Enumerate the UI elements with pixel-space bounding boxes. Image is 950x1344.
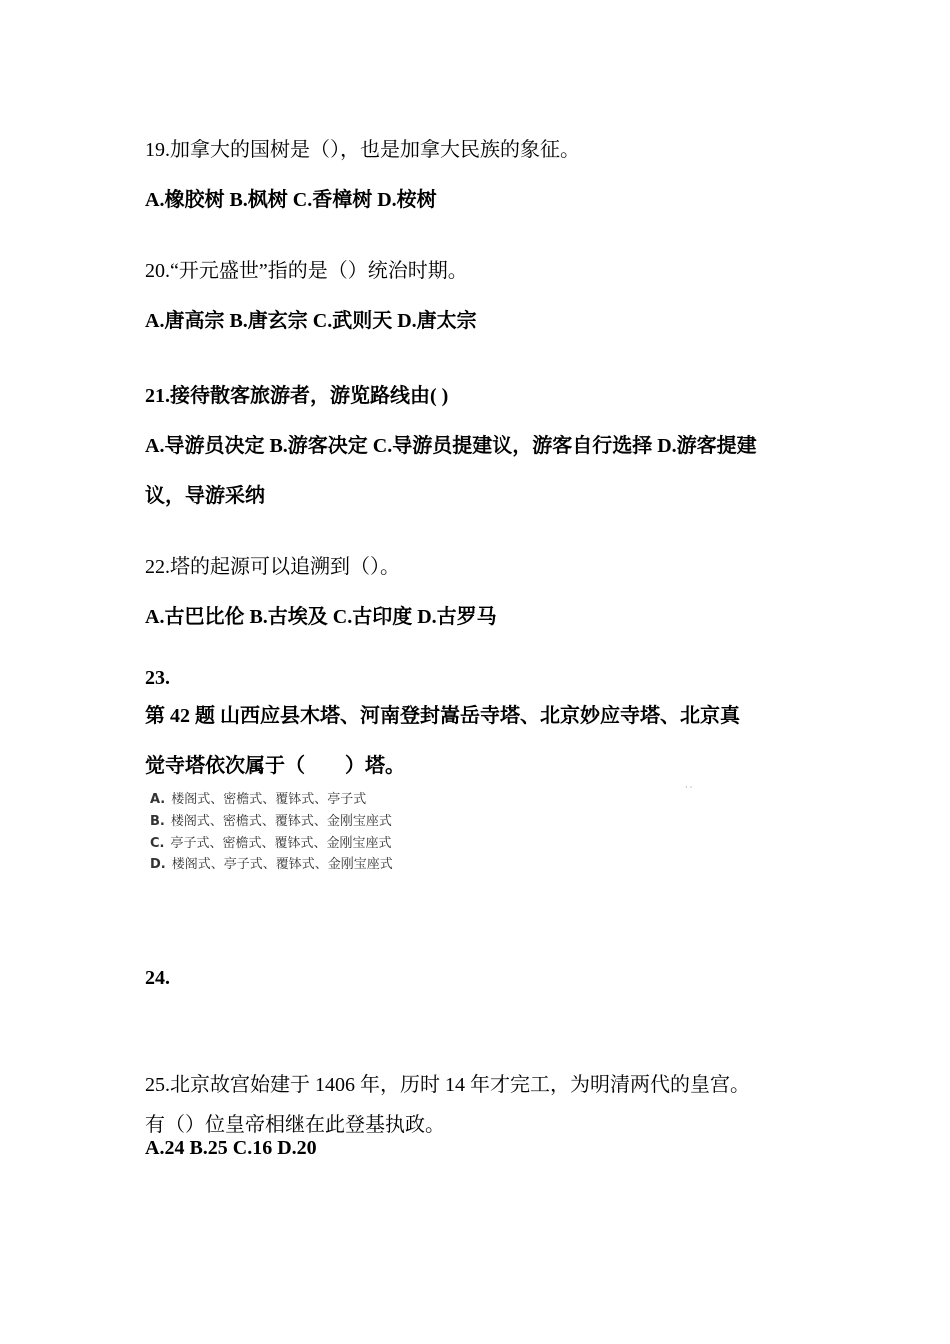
q23-option-d-text: 楼阁式、亭子式、覆钵式、金刚宝座式 bbox=[171, 857, 393, 872]
q24-number: 24. bbox=[145, 967, 170, 989]
q19-stem: 19.加拿大的国树是（），也是加拿大民族的象征。 bbox=[145, 139, 580, 161]
q20-options: A.唐高宗 B.唐玄宗 C.武则天 D.唐太宗 bbox=[145, 310, 477, 332]
figure-mark: · · bbox=[685, 783, 693, 792]
q23-option-b-text: 楼阁式、密檐式、覆钵式、金刚宝座式 bbox=[170, 814, 392, 829]
q23-options-figure bbox=[150, 792, 450, 878]
q23-option-d-letter: D. bbox=[150, 857, 166, 872]
q20-stem: 20.“开元盛世”指的是（）统治时期。 bbox=[145, 260, 468, 282]
q21-stem: 21.接待散客旅游者，游览路线由( ) bbox=[145, 385, 449, 407]
q23-stem-line2: 觉寺塔依次属于（ ）塔。 bbox=[145, 755, 405, 777]
q23-option-c-letter: C. bbox=[150, 836, 165, 851]
q23-option-d bbox=[150, 857, 393, 873]
q19-options: A.橡胶树 B.枫树 C.香樟树 D.桉树 bbox=[145, 189, 437, 211]
q23-option-c bbox=[150, 836, 392, 852]
q23-number: 23. bbox=[145, 667, 170, 689]
q25-stem-line1: 25.北京故宫始建于 1406 年，历时 14 年才完工，为明清两代的皇宫。 bbox=[145, 1074, 750, 1096]
q23-option-a-text: 楼阁式、密檐式、覆钵式、亭子式 bbox=[171, 792, 367, 807]
q22-stem: 22.塔的起源可以追溯到（）。 bbox=[145, 556, 400, 578]
q23-option-c-text: 亭子式、密檐式、覆钵式、金刚宝座式 bbox=[170, 836, 392, 851]
q21-options-line2: 议，导游采纳 bbox=[145, 485, 265, 507]
q25-options: A.24 B.25 C.16 D.20 bbox=[145, 1137, 317, 1159]
q23-option-a-letter: A. bbox=[150, 792, 166, 807]
q25-stem-line2: 有（）位皇帝相继在此登基执政。 bbox=[145, 1114, 445, 1136]
q23-option-b-letter: B. bbox=[150, 814, 165, 829]
q23-option-a bbox=[150, 792, 366, 808]
q22-options: A.古巴比伦 B.古埃及 C.古印度 D.古罗马 bbox=[145, 606, 497, 628]
q23-stem-line1: 第 42 题 山西应县木塔、河南登封嵩岳寺塔、北京妙应寺塔、北京真 bbox=[145, 705, 740, 727]
q23-option-b bbox=[150, 814, 392, 830]
q21-options-line1: A.导游员决定 B.游客决定 C.导游员提建议，游客自行选择 D.游客提建 bbox=[145, 435, 757, 457]
